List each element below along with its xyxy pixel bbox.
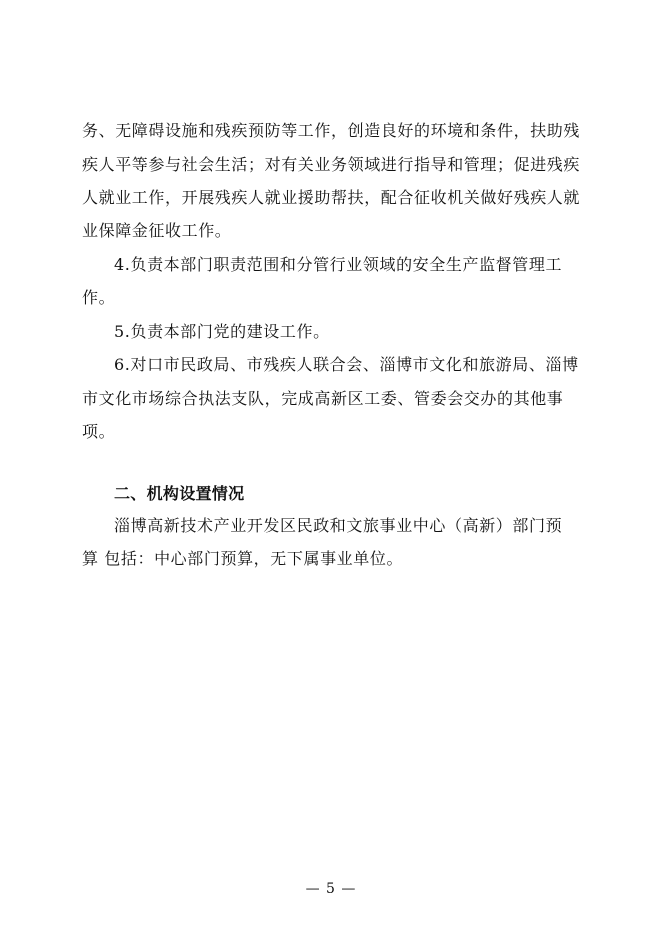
- paragraph-line: 淄博高新技术产业开发区民政和文旅事业中心（高新）部门预: [114, 516, 563, 535]
- paragraph-line: 作。: [82, 288, 116, 307]
- paragraph-line: 疾人平等参与社会生活；对有关业务领域进行指导和管理；促进残疾: [82, 155, 581, 174]
- paragraph-line: 务、无障碍设施和残疾预防等工作，创造良好的环境和条件，扶助残: [82, 121, 581, 140]
- paragraph-line: 人就业工作，开展残疾人就业援助帮扶，配合征收机关做好残疾人就: [82, 188, 581, 207]
- paragraph-line: 6.对口市民政局、市残疾人联合会、淄博市文化和旅游局、淄博: [114, 355, 579, 374]
- paragraph-line: 5.负责本部门党的建设工作。: [114, 322, 330, 341]
- paragraph-line: 业保障金征收工作。: [82, 221, 232, 240]
- paragraph-line: 市文化市场综合执法支队，完成高新区工委、管委会交办的其他事: [82, 389, 564, 408]
- paragraph-line: 4.负责本部门职责范围和分管行业领域的安全生产监督管理工: [114, 255, 563, 274]
- paragraph-line: 项。: [82, 422, 116, 441]
- page-number: — 5 —: [305, 881, 357, 897]
- paragraph-line: 算 包括：中心部门预算，无下属事业单位。: [82, 549, 404, 568]
- section-heading: 二、机构设置情况: [114, 484, 245, 503]
